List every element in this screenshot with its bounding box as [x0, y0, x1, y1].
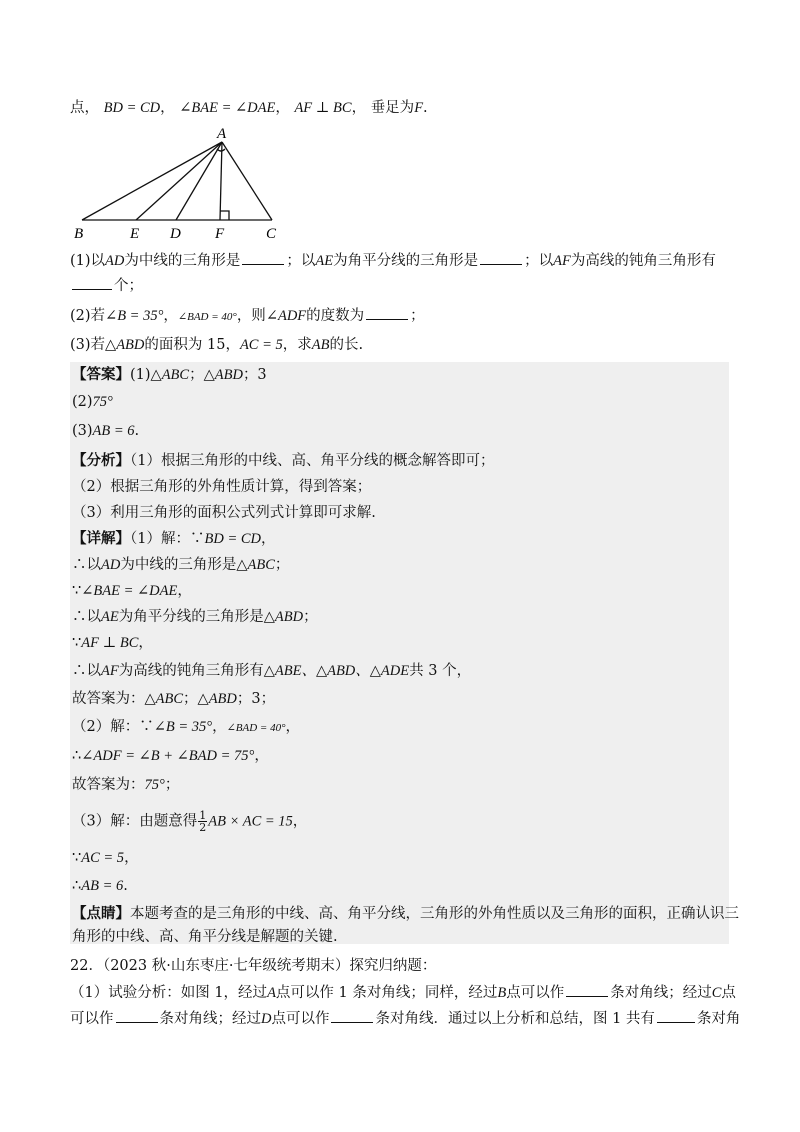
question-1-cont: 个； [70, 275, 143, 297]
label-c: C [266, 226, 277, 242]
detail-line-13: ∴AB = 6. [72, 878, 128, 894]
answer-line-1: 【答案】(1)△ABC；△ABD；3 [72, 366, 267, 383]
detail-line-5: ∵AF ⊥ BC， [72, 635, 153, 651]
detail-line-3: ∵∠BAE = ∠DAE， [72, 583, 192, 599]
label-f: F [215, 226, 225, 242]
segment-ac [222, 142, 272, 220]
fraction-one-half: $\frac{1}{2}$ [199, 809, 207, 834]
next-question-title: 22．（2023 秋·山东枣庄·七年级统考期末）探究归纳题： [70, 958, 437, 974]
label-b: B [74, 226, 84, 242]
detail-line-10: 故答案为：75°； [72, 777, 180, 793]
question-2: (2)若∠B = 35°，∠BAD = 40°，则∠ADF的度数为 ； [70, 305, 425, 328]
triangle-figure [70, 122, 300, 242]
detail-line-11: （3）解：由题意得 $\frac{1}{2}$ AB × AC = 15， [72, 809, 308, 834]
segment-ad [176, 142, 222, 220]
answer-blank[interactable] [480, 250, 522, 265]
answer-blank[interactable] [331, 1008, 373, 1023]
answer-blank[interactable] [242, 250, 284, 265]
detail-line-9: ∴∠ADF = ∠B + ∠BAD = 75°， [72, 748, 269, 764]
right-angle-mark [220, 211, 229, 220]
answer-blank[interactable] [657, 1008, 695, 1023]
next-question-line-3: 可以作 条对角线；经过D点可以作 条对角线．通过以上分析和总结，图 1 共有 条对角 [70, 1008, 740, 1030]
label-e: E [130, 226, 140, 242]
next-question-line-2: （1）试验分析：如图 1，经过A点可以作 1 条对角线；同样，经过B点可以作 条对角线；经过C点 [70, 982, 736, 1004]
detail-line-2: ∴以AD为中线的三角形是△ABC； [72, 557, 290, 573]
answer-blank[interactable] [72, 275, 112, 290]
answer-blank[interactable] [566, 982, 608, 997]
comment-line-1: 【点睛】本题考查的是三角形的中线、高、角平分线，三角形的外角性质以及三角形的面积，正确认识三 [72, 905, 739, 922]
label-d: D [170, 226, 181, 242]
answer-blank[interactable] [366, 305, 408, 320]
detail-line-4: ∴以AE为角平分线的三角形是△ABD； [72, 609, 318, 625]
angle-arc-mark [217, 149, 225, 151]
analysis-line-1: 【分析】（1）根据三角形的中线、高、角平分线的概念解答即可； [72, 452, 495, 469]
detail-line-8: （2）解：∵∠B = 35°，∠BAD = 40°， [72, 719, 300, 735]
condition-angle-bae-dae: ∠BAE = ∠DAE [179, 100, 276, 116]
answer-line-2: (2)75° [72, 394, 113, 410]
label-a: A [217, 126, 227, 142]
segment-ae [136, 142, 222, 220]
question-3: (3)若△ABD的面积为 15，AC = 5，求AB的长. [70, 337, 364, 353]
comment-line-2: 角形的中线、高、角平分线是解题的关键. [72, 929, 338, 945]
detail-line-7: 故答案为：△ABC；△ABD；3； [72, 691, 276, 707]
condition-bd-cd: BD = CD [103, 100, 161, 116]
detail-line-6: ∴以AF为高线的钝角三角形有△ABE、△ABD、△ADE共 3 个， [72, 663, 472, 679]
detail-line-1: 【详解】（1）解：∵BD = CD， [72, 530, 276, 547]
question-1: (1)以AD为中线的三角形是 ；以AE为角平分线的三角形是 ；以AF为高线的钝角三角形有 [70, 250, 716, 272]
analysis-line-2: （2）根据三角形的外角性质计算，得到答案； [72, 479, 372, 495]
analysis-line-3: （3）利用三角形的面积公式列式计算即可求解. [72, 505, 376, 521]
segment-af [220, 142, 222, 220]
segment-ab [82, 142, 222, 220]
answer-blank[interactable] [116, 1008, 158, 1023]
condition-af-perp-bc: AF ⊥ BC [294, 100, 352, 116]
detail-line-12: ∵AC = 5， [72, 850, 139, 866]
answer-line-3: (3)AB = 6. [72, 423, 140, 439]
intro-line: 点， BD = CD， ∠BAE = ∠DAE， AF ⊥ BC， 垂足为F. [70, 100, 428, 116]
